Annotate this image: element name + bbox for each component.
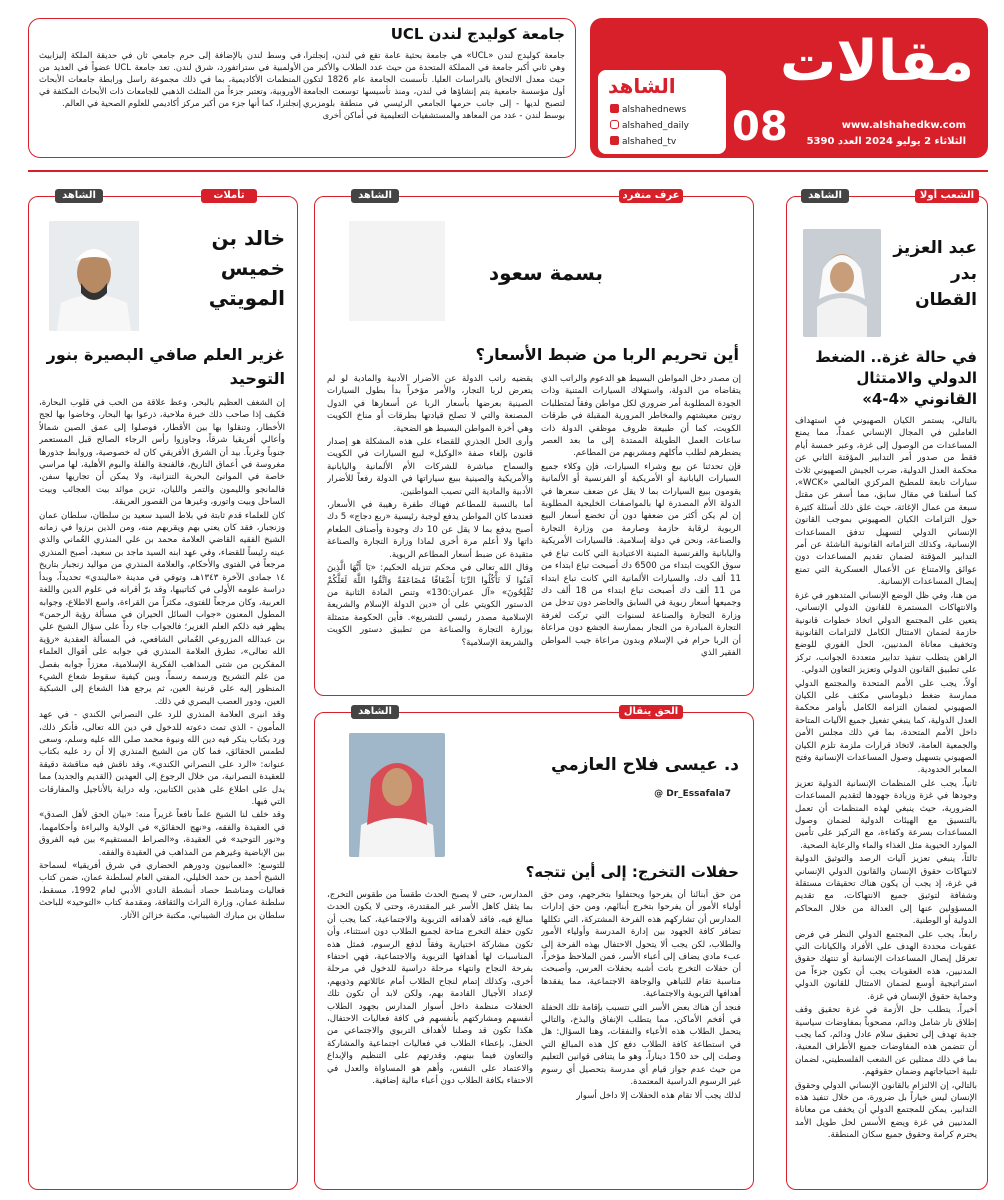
logo: الشاهد [608,74,676,98]
article-headline: حفلات التخرج: إلى أين تتجه؟ [525,863,739,881]
article-card-azmi [314,706,754,1190]
ucl-box [28,18,576,158]
brand-tab: الشاهد [351,705,399,719]
paragraph: إن مصدر دخل المواطن البسيط هو الدعوم والراتب الذي يتقاضاه من الدولة، واستهلاك السيارات المتنية وذات الجودة المطلوبة أمر ضروري لكل مواطن وفقاً لمتطلبات روتين معيشتهم والمخاطر المرورية المقبلة في طرقات الكويت، كما أن طبيعة ظروف موظفي الدولة ذات ساعات العمل الطويلة الممتدة إلى ما بعد العصر يضطرهم لطلب مأكلهم ومشربهم من المطاعم. [541,374,741,459]
social-twitter[interactable]: alshahednews [610,104,686,115]
masthead [590,18,988,158]
article-body [795,415,977,1185]
article-body-left [327,373,533,691]
paragraph: ثالثاً، ينبغي تعزيز آليات الرصد والتوثيق الدولية لانتهاكات حقوق الإنسان والقانون الدولي الإنساني في غزة، إذ يجب أن يكون هناك تحقيقات مستقلة وشفافة لتوثيق جميع الانتهاكات، مع تقديم المسؤولين عنها إلى العدالة من خلال المحاكم الدولية أو الوطنية. [795,854,977,927]
column-tab: الشعب أولا [915,189,979,203]
paragraph: بالتالي، إن الالتزام بالقانون الإنساني الدولي وحقوق الإنسان ليس خياراً بل ضرورة، من خلال تنفيذ هذه التدابير، يمكن للمجتمع الدولي أن يخفف من معاناة المدنيين في غزة ويضع الأسس لحل طويل الأمد يحترم كرامة وحقوق جميع سكان المنطقة. [795,1080,977,1141]
article-card-basma [314,190,754,696]
author-name: بسمة سعود [488,261,603,285]
article-body-left [327,889,533,1185]
author-photo [803,229,881,337]
article-headline: في حالة غزة.. الضغط الدولي والامتثال القانوني «4-4» [815,348,977,408]
author-portrait-icon [49,221,139,331]
paragraph: وأرى الحل الجذري للقضاء على هذه المشكلة هو إصدار قانون بإلغاء صفة «الوكيل» لبيع السيارات في الكويت والسماح مباشرة للشركات الأم الألمانية واليابانية والأمريكية والصينية ببيع سياراتها في الدولة رفعاً للأضرار الأدبية والمادية التي تصيب المواطنين. [327,437,533,497]
article-card-qattan [786,190,988,1190]
paragraph: رابعاً، يجب على المجتمع الدولي النظر في فرض عقوبات محددة الهدف على الأفراد والكيانات التي تعرقل إيصال المساعدات الإنسانية أو تنتهك حقوق المدنيين، هذه العقوبات يجب أن تكون جزءاً من استراتيجية أوسع لضمان الامتثال للقانون الدولي وحماية حقوق الإنسان في غزة. [795,929,977,1002]
paragraph: يقضيه راتب الدولة عن الأضرار الأدبية والمادية لو لم يتعرض لربا التجار، والأمر مؤخراً بدأ بطول السيارات الصينية بعرضها بأسعار الربا عن أسعارها في الدول المصنعة والتي لا تصلح قيادتها بطرقات أو مناخ الكويت وهي أخرة المواطن البسيط هو الضحية. [327,374,533,434]
author-photo-placeholder [349,221,445,321]
paragraph: فنجد أن هناك بعض الأسر التي تتسبب بإقامة تلك الحفلة في أفخم الأماكن، مما يتطلب الإنفاق والبذخ، والتالي يتحمل الطلاب هذه الأعباء والنفقات، وهنا السؤال: هل في استطاعة كافة الطلاب دفع كل هذه المبالغ التي وصلت إلى حد 150 ديناراً، وهو ما يتنافى قوانين التعليم من حيث عدم جواز قيام أي مدرسة بتحصيل أي رسوم غير الرسوم الدراسية المعتمدة. [541,1002,741,1088]
paragraph: المدارس، حتى لا يصبح الحدث طقساً من طقوس التخرج، بما يثقل كاهل الأسر غير المقتدرة، وحتى لا يكون الحدث مبالغ فيه، فاقد لأهدافه التربوية والاجتماعية، كما يجب أن تكون حفلة التخرج متاحة لجميع الطلاب دون استثناء، وأن تكون مشاركة اختيارية وفقاً لدفع الرسوم، فمثل هذه المناسبات لها أهدافها التربوية والاجتماعية، فهي احتفاء بفرحة النجاح وانتهاء مرحلة دراسية للدخول في مرحلة أخرى، وكذلك إتمام لنجاح الطلاب أمام عائلاتهم وذويهم، لإعداد الأجيال القادمة بهم، ولكن لابد أن تكون تلك الحفلات منظمة داخل أسوار المدارس بجهود الطلاب أنفسهم ومشاركتهم بأنفسهم في كافة فعاليات الاحتفال، هكذا تكون قد وصلنا لأهداف التربوي والاجتماعي من الحفل، بإعطاء الطلاب في فعاليات اجتماعية والمشاركة والتعاون فيما بينهم، وقدرتهم على التنظيم والإبداع والاعتماد على النفس، وأهم هو المساواة والعدل في الاحتفاء بكافة الطلاب دون أعباء مالية إضافية. [327,890,533,1087]
author-photo [349,733,445,857]
article-body-right [541,373,741,691]
ucl-title: جامعة كوليدج لندن UCL [390,25,565,43]
section-title: مقالات [780,29,974,94]
paragraph: كان للعلماء قدم ثابتة في بلاط السيد سعيد بن سلطان، سلطان عمان وزنجبار، فقد كان يعني بهم ويقربهم منه، ومن الذين برزوا في زمانه الشيخ الفقيه القاضي العلامة محمد بن علي المنذري العُماني والذي عينه رئيساً للقضاء، وفي عهد ابنه السيد ماجد بن سعيد، أصبح المنذري مرجعاً في الفتوى والأحكام، والعلامة المنذري من مواليد زنجبار بتاريخ ١٤ جمادى الآخرة ١٣٤٣هـ، وتوفي في مدينة «ماليندي» تحديداً، وبدأ دراسة علومه الأولى في كتاتيبها، وقد برّ أقرانه في علوم الدين واللغة العربية، وكان مرجعاً للفتوى، مكثراً من القراءة، واسع الاطلاع، وجوابه المطول المعنون «جواب السائل الحيران في مسألة رؤية الرحمن» يظهر فيه ذلكم العلم الغزير؛ فالجواب جاء رداً على سؤال الشيخ علي بن عبدالله المزروعي العُماني الشافعي، في المسألة العقدية «رؤية الله تعالى»، تطرق العلامة المنذري في جوابه على أقوال العلماء المفكرين من شتى المذاهب الفكرية الإسلامية، معززاً جوابه بفصل من علم التشريح ورسمه رسماً، وبين كيفية سقوط شعاع الشيء المنظور إليه على قرنية العين، ثم يرجع هذا الشعاع إلى الشبكية العين، ودور العصب البصري في ذلك. [39,510,285,707]
author-photo [49,221,139,331]
author-name: عبد العزيز بدر القطان [893,238,977,310]
column-tab: الحق ينقال [619,705,683,719]
ucl-col-left: في وسط لندن بالإضافة إلى حرم جامعي ثان في حديقة الملكة إليزابيث الأولمبية في ستراتفورد، شرق لندن. تعد جامعة UCL عضواً في العديد من المنظمات الأكاديمية، بما في ذلك مجموعة راسل ورابطة جامعات الأبحاث الأوروبية، وتعتبر جزءاً من المثلث الذهبي للجامعات ذات الأبحاث المكثفة في إنجلترا، كما أنها جزء من أكبر مركز أكاديمي للعلوم الصحية في العالم. [39,50,301,108]
paragraph: أما بالنسبة للمطاعم فهناك طفرة رهيبة في الأسعار، فعندما كان المواطن يدفع لوجبة رئيسية «ربع دجاج» 5 دك أصبح يدفع بما لا يقل عن 10 دك وجودة وأصناف الطعام ذاتها ولا أعلم مرة أخرى لماذا وزارة التجارة والصناعة متقيدة عن ضبط أسعار المطاعم الربوية. [327,500,533,560]
twitter-icon [610,104,619,113]
article-headline: غزير العلم صافي البصيرة بنور التوحيد [46,345,285,388]
brand-tab: الشاهد [351,189,399,203]
paragraph: ثانياً، يجب على المنظمات الإنسانية الدولية تعزيز وجودها في غزة وزيادة جهودها لتقديم المساعدات الضرورية، حيث ينبغي لهذه المنظمات أن تعمل بالتنسيق مع الهيئات الدولية لضمان وصول المساعدات بسرعة وكفاءة، مع التركيز على تأمين الموارد الحيوية مثل الغذاء والماء والرعاية الصحية. [795,778,977,851]
paragraph: أخيراً، يتطلب حل الأزمة في غزة تحقيق وقف إطلاق نار شامل ودائم، مصحوباً بمفاوضات سياسية جدية تهدف إلى تحقيق سلام عادل ودائم، كما يجب أن تتضمن هذه المفاوضات جميع الأطراف المعنية، بما في ذلك ممثلين عن الشعب الفلسطيني، لضمان تلبية احتياجاتهم وضمان حقوقهم. [795,1005,977,1078]
author-name: د. عيسى فلاح العازمي [551,755,739,775]
page-number: 08 [732,104,788,150]
instagram-icon [610,120,619,129]
brand-tab: الشاهد [801,189,849,203]
author-portrait-icon [803,229,881,337]
paragraph: وقال الله تعالى في محكم تنزيله الحكيم: «يَا أَيُّهَا الَّذِينَ آمَنُوا لَا تَأْكُلُوا الرِّبَا أَضْعَافًا مُضَاعَفَةً وَاتَّقُوا اللَّهَ لَعَلَّكُمْ تُفْلِحُونَ» «آل عمران:130» وتنص المادة الثانية من الدستور الكويتي على أن «دين الدولة الإسلام والشريعة الإسلامية مصدر رئيسي للتشريع». فأين الحكومة متمثلة بوزارة التجارة والصناعة من تطبيق دستور الكويت والشريعة الإسلامية؟ [327,563,533,648]
article-headline: أين تحريم الربا من ضبط الأسعار؟ [475,345,739,364]
social-instagram[interactable]: alshahed_daily [610,120,689,131]
youtube-icon [610,136,619,145]
paragraph: إن الشغف العظيم بالبحر، وعظ علاقة من الحب في قلوب البحارة، فكيف إذا صاحب ذلك خبرة ملاحية، ذرعوا بها البحار، وخاضوا بها لجج الأخطار، وتنقلوا بها بين الأقطار، فوصلوا إلى عمق الصين شمالاً وأعالي أفريقيا شرقاً، وجاوزوا رأس الرجاء الصالح قبل المستعمر جنوباً وغرباً. بيد أن الشرق الأفريقي كان له خصوصية، وروابط جذورها مغروسة في أعماق التاريخ، فالفنجة والفلة والبوم الأهلية، لها مراسي خاصة في الموانئ البحرية التنزانية، ولا يمكن أن تجاريها سفن، فالمانجو والليمون والتمر والليان، تزين موائد بيت العجائب وبيت الساحل وبيت واتورو، وغيرها من القصور العريقة. [39,398,285,508]
article-body [39,397,285,1185]
masthead-website[interactable]: www.alshahedkw.com [841,120,966,131]
paragraph: وقد خلف لنا الشيخ علماً نافعاً غزيراً منه: «بيان الحق لأهل الصدق» في العقيدة والفقه، و«نهج الحقائق» في الولاية والبراءة وأحكامهما، و«نور التوحيد» في العقيدة، و«الصراط المستقيم» بين فيه الفروق بين الإباضية وغيرهم من المذاهب في العقيدة والفقه. [39,810,285,858]
column-tab: عرف منفرد [619,189,683,203]
paragraph: بالتالي، يستمر الكيان الصهيوني في استهداف العاملين في المجال الإنساني عمداً، مما يمنع المساعدات من الوصول إلى غزة، وعبر خمسة أيام فقط من صدور أمر التدابير المؤقتة الثاني عن محكمة العدل الدولية، ضرب الجيش الصهيوني ثلاث سيارات تابعة للمطبخ المركزي العالمي «WCK»، كما أسلفنا في مقال سابق، مما أسفر عن مقتل سبعة من عمال الإغاثة، حيث علق ذلك أسئلة كثيرة حول التزامات الكيان الصهيوني بموجب القانون الإنساني الدولي لتسهيل تدفق المساعدات الإنسانية، وكذلك التزاماته القانونية الناشئة عن أمر التدابير المؤقتة لضمان تقديم المساعدات دون عوائق والامتناع عن الأعمال العسكرية التي تمنع إيصال المساعدات الإنسانية. [795,416,977,588]
article-body-right [541,889,741,1185]
masthead-date: الثلاثاء 2 يوليو 2024 العدد 5390 [806,136,966,147]
author-name: خالد بن خميس المويتي [208,226,285,310]
logo-panel [598,70,726,154]
ucl-col-right: جامعة كوليدج لندن «UCL» هي جامعة بحثية عامة تقع في لندن، إنجلترا، وهي ثاني أكبر جامعة في المملكة المتحدة من حيث عدد الطلاب والأكبر من حيث معدل الالتحاق بالدراسات العليا. تأسست الجامعة عام 1826 لتكون أول مؤسسة جامعية يتم إنشاؤها في لندن، ومنذ تأسيسها توسعت الجامعة لتصبح لديها - إلى جانب حرمها الجامعي الرئيسي في منطقة بلومزبري بوسط لندن - عدد من المعاهد والمستشفيات التعليمية في أماكن أخرى [303,50,565,120]
social-youtube[interactable]: alshahed_tv [610,136,676,147]
paragraph: أولاً، يجب على الأمم المتحدة والمجتمع الدولي ممارسة ضغط دبلوماسي مكثف على الكيان الصهيوني لضمان التزامه الكامل بأوامر محكمة العدل الدولية، كما ينبغي تفعيل جميع الآليات المتاحة داخل الأمم المتحدة، بما في ذلك مجلس الأمن والجمعية العامة، لاتخاذ قرارات ملزمة تلزم الكيان الصهيوني بتسهيل وصول المساعدات الإنسانية وفتح المعابر الحدودية. [795,678,977,776]
paragraph: للتوسع: «العمانيون ودورهم الحضاري في شرق أفريقيا» لسماحة الشيخ أحمد بن حمد الخليلي، المفتي العام لسلطنة عمان، ضمن كتاب فعاليات ومناشط حصاد أنشطة النادي الأدبي لعام 1992، مسقط، سلطنة عمان، وزارة التراث والثقافة، ومقدمة كتاب «التوحيد» للباحث سلطان بن مبارك الشيباني، مكتبة خزائن الآثار. [39,861,285,921]
article-card-muwaiti [28,190,298,1190]
brand-tab: الشاهد [55,189,103,203]
column-tab: تأملات [201,189,257,203]
author-handle[interactable]: @ Dr_Essafala7 [654,789,731,799]
paragraph: وقد انبرى العلامة المنذري للرد على النصراني الكندي - في عهد المأمون - الذي تمت دعوته للدخول في دين الله تعالى، فأنكر ذلك، ورد بكتاب ينكر فيه دين الله ونبوة محمد صلى الله عليه وسلم، وسعى لطمس الحقائق، فما كان من الشيخ المنذري إلا أن رد عليه بكتاب عنوانه: «الرد على النصراني الكندي»، وقد ناقش فيه مناقشة دقيقة للعقيدة النصرانية، من خلال الرجوع إلى العهدين (القديم والجديد) مما يدل على اطلاع على هذين الكتابين، وله دراية بالأناجيل والمفارقات التي فيها. [39,710,285,807]
top-rule [28,170,988,172]
author-portrait-icon [349,733,445,857]
paragraph: لذلك يجب ألا تقام هذه الحفلات إلا داخل أسوار [576,1090,741,1101]
paragraph: من هنا، وفي ظل الوضع الإنساني المتدهور في غزة والانتهاكات المستمرة للقانون الدولي الإنساني، يتعين على المجتمع الدولي اتخاذ خطوات قانونية حازمة لضمان الامتثال الكامل لالتزامات القانونية وتخفيف معاناة المدنيين، الحل الفوري للوضع الراهن يتطلب تنفيذ تدابير متعددة الجوانب، تركز على تطبيق القانون الدولي وتعزيز التعاون الدولي. [795,590,977,676]
paragraph: فإن تحدثنا عن بيع وشراء السيارات، فإن وكلاء جميع السيارات اليابانية أو الأمريكية أو الفرنسية أو الألمانية يقومون ببيع السيارات بما لا يقل عن ضعف سعرها في الدولة الأم المصدرة لها بالمواصفات الخليجية المطلوبة إن لم يكن أكثر من ضعفها دون أن تخضع أسعار البيع الربوية لرقابة حازمة وصارمة من وزارة التجارة والصناعة، ونحن في دولة إسلامية. فالسيارات الأمريكية واليابانية والفرنسية المتينة الاعتيادية التي كانت تباع في سوق الكويت ابتداء من 6500 دك أصبحت تباع ابتداء من 11 ألف دك، والسيارات الألمانية التي كانت تباع ابتداء من 11 ألف دك أصبحت تباع ابتداء من 18 ألف دك وجميعها أسعار ربوية في السابق والحاضر دون تدخل من وزارة التجارة والصناعة لسنوات التي تركت لغرفة التجارة المبادرة من التجار بممارسة الجشع دون مراعاة أن الربا حرام في الإسلام وبدون مراعاة جيب المواطن الفقير الذي [541,461,741,658]
paragraph: من حق أبنائنا أن يفرحوا ويحتفلوا بتخرجهم، ومن حق أولياء الأمور أن يفرحوا بتخرج أبنائهم، ومن حق إدارات المدارس أن تشاركهم هذه الفرحة المشتركة، التي تكللها تضافر كافة الجهود بين إدارة المدرسة وأولياء الأمور والطلاب، لكن يجب ألا يتحول الاحتفال بهذه الفرحة إلى عبء مادي يضاف إلى أعباء الأسر، فمن الملاحظ مؤخراً، أن حفلات التخرج باتت أشبه بحفلات العرس، وأصبحت مناسبة تقام للتباهي والوجاهة الاجتماعية، مما يفقدها أهدافها التربوية والاجتماعية. [541,890,741,1000]
